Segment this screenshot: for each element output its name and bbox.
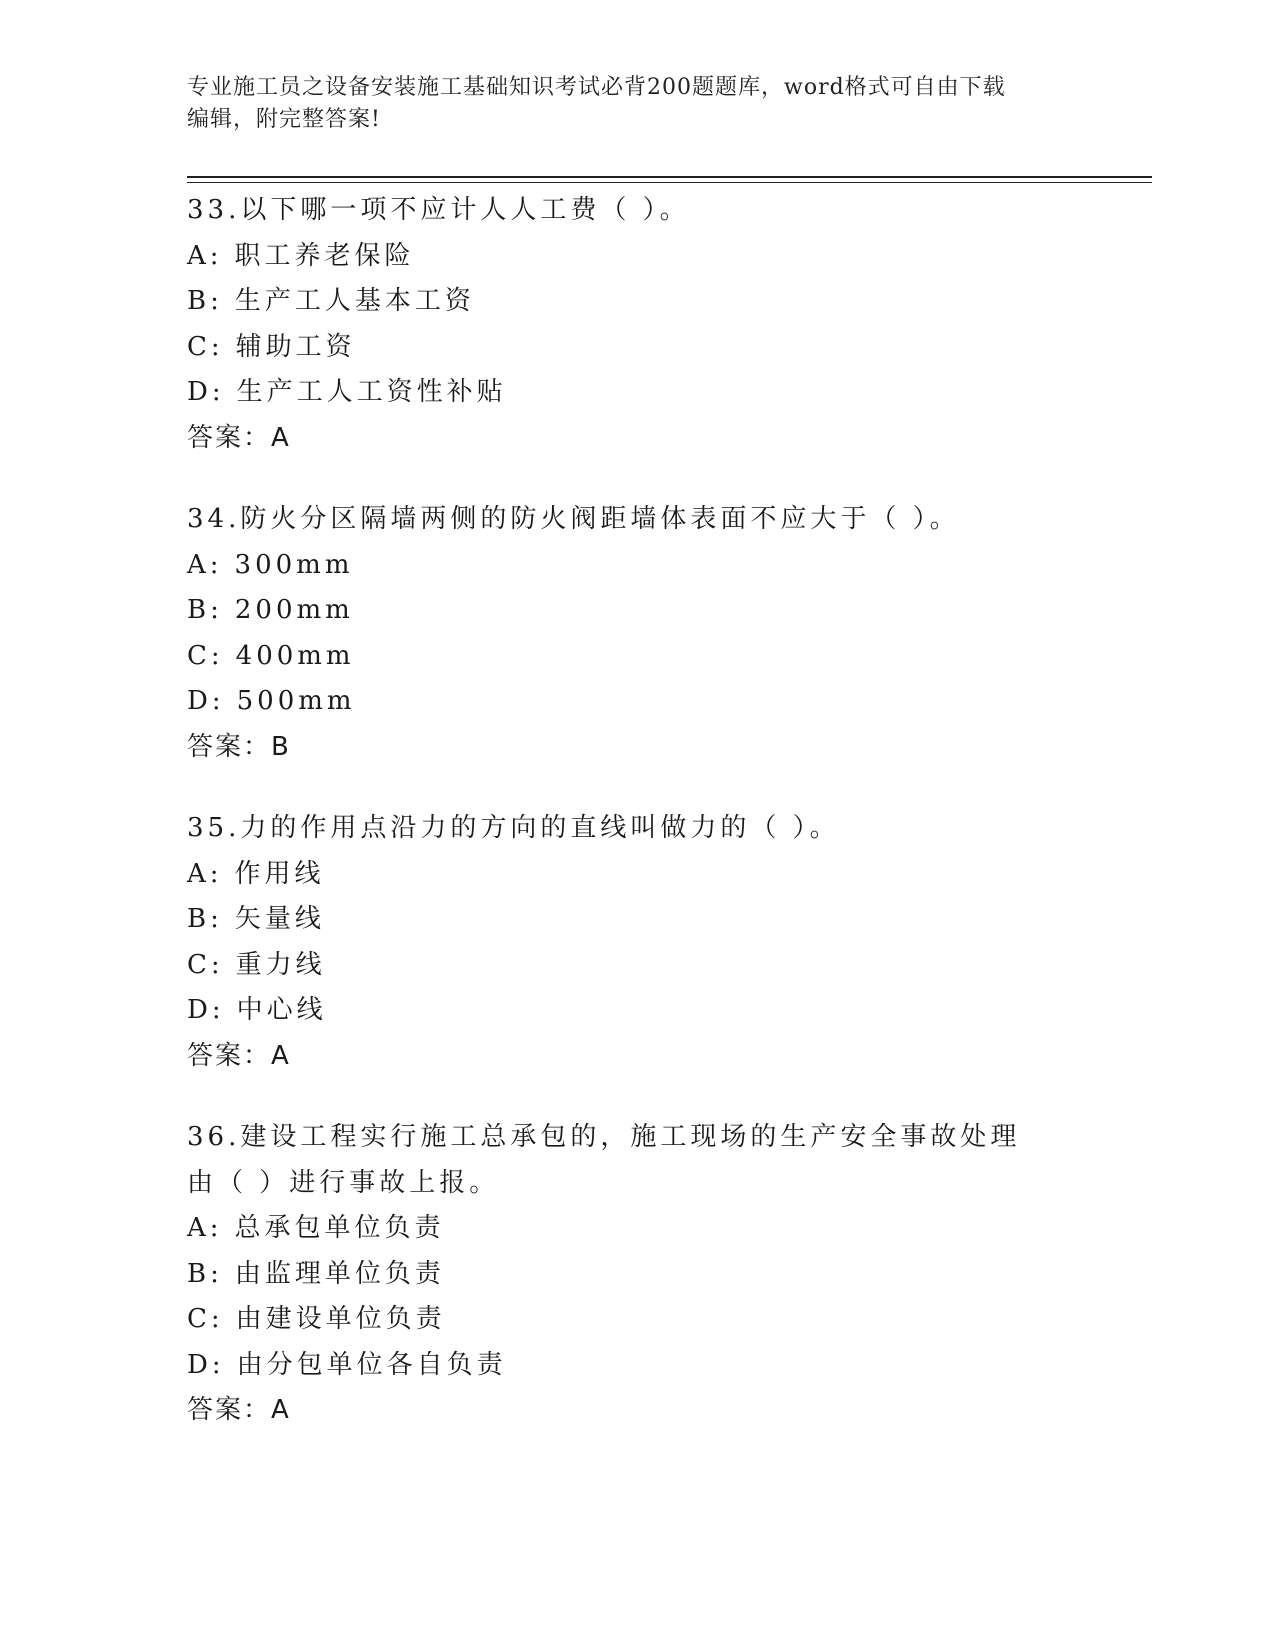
option-b xyxy=(187,897,1087,943)
question-36 xyxy=(187,1115,1087,1434)
header-divider-thick xyxy=(187,176,1152,178)
option-b xyxy=(187,588,1087,634)
option-d xyxy=(187,370,1087,416)
option-letter: C: xyxy=(187,949,224,980)
question-stem: 34.防火分区隔墙两侧的防火阀距墙体表面不应大于（ ）。 xyxy=(187,504,960,534)
option-letter: A: xyxy=(187,858,223,889)
option-letter: C: xyxy=(187,331,224,362)
option-letter: A: xyxy=(187,1213,223,1243)
option-letter: B: xyxy=(187,904,223,934)
option-text: 由建设单位负责 xyxy=(235,1304,446,1334)
option-letter: B: xyxy=(187,1258,223,1289)
option-text: 辅助工资 xyxy=(235,331,356,362)
option-letter: B: xyxy=(187,286,223,316)
option-letter: A: xyxy=(187,240,223,271)
question-list xyxy=(187,188,1087,1470)
option-letter: D: xyxy=(187,1349,225,1380)
header-divider-thin xyxy=(187,182,1152,183)
option-d xyxy=(187,679,1087,725)
answer-line: 答案：A xyxy=(187,1395,291,1425)
option-text: 生产工人工资性补贴 xyxy=(236,377,507,407)
option-letter: C: xyxy=(187,1304,224,1334)
option-letter: D: xyxy=(187,686,225,716)
answer-line: 答案：A xyxy=(187,422,291,453)
option-letter: D: xyxy=(187,377,225,407)
question-35 xyxy=(187,806,1087,1079)
option-d xyxy=(187,988,1087,1034)
answer-line: 答案：B xyxy=(187,731,291,762)
option-letter: A: xyxy=(187,549,223,580)
option-c xyxy=(187,325,1087,371)
question-stem: 36.建设工程实行施工总承包的，施工现场的生产安全事故处理由（ ）进行事故上报。 xyxy=(187,1122,1021,1198)
document-header xyxy=(187,72,1067,136)
option-text: 400mm xyxy=(235,640,355,671)
option-a xyxy=(187,1206,1087,1252)
option-text: 矢量线 xyxy=(234,904,325,934)
option-b xyxy=(187,1252,1087,1298)
option-letter: C: xyxy=(187,640,224,671)
option-text: 总承包单位负责 xyxy=(234,1213,445,1243)
answer-line: 答案：A xyxy=(187,1040,291,1071)
option-c xyxy=(187,634,1087,680)
question-34 xyxy=(187,497,1087,770)
option-text: 300mm xyxy=(234,549,354,580)
option-b xyxy=(187,279,1087,325)
option-a xyxy=(187,543,1087,589)
option-text: 重力线 xyxy=(235,949,326,980)
header-line-1: 专业施工员之设备安装施工基础知识考试必背200题题库，word格式可自由下载 xyxy=(187,75,1006,100)
option-text: 生产工人基本工资 xyxy=(234,286,475,316)
option-text: 200mm xyxy=(234,595,354,625)
option-text: 中心线 xyxy=(236,995,327,1025)
option-a xyxy=(187,852,1087,898)
option-text: 职工养老保险 xyxy=(234,240,415,271)
question-stem: 33.以下哪一项不应计人人工费（ ）。 xyxy=(187,195,690,225)
question-stem: 35.力的作用点沿力的方向的直线叫做力的（ ）。 xyxy=(187,813,840,843)
option-c xyxy=(187,1297,1087,1343)
option-c xyxy=(187,943,1087,989)
option-text: 由监理单位负责 xyxy=(234,1258,445,1289)
option-text: 由分包单位各自负责 xyxy=(236,1349,507,1380)
option-text: 作用线 xyxy=(234,858,325,889)
option-a xyxy=(187,234,1087,280)
option-letter: D: xyxy=(187,995,225,1025)
header-line-2: 编辑，附完整答案! xyxy=(187,107,381,132)
option-text: 500mm xyxy=(236,686,356,716)
question-33 xyxy=(187,188,1087,461)
option-letter: B: xyxy=(187,595,223,625)
option-d xyxy=(187,1343,1087,1389)
